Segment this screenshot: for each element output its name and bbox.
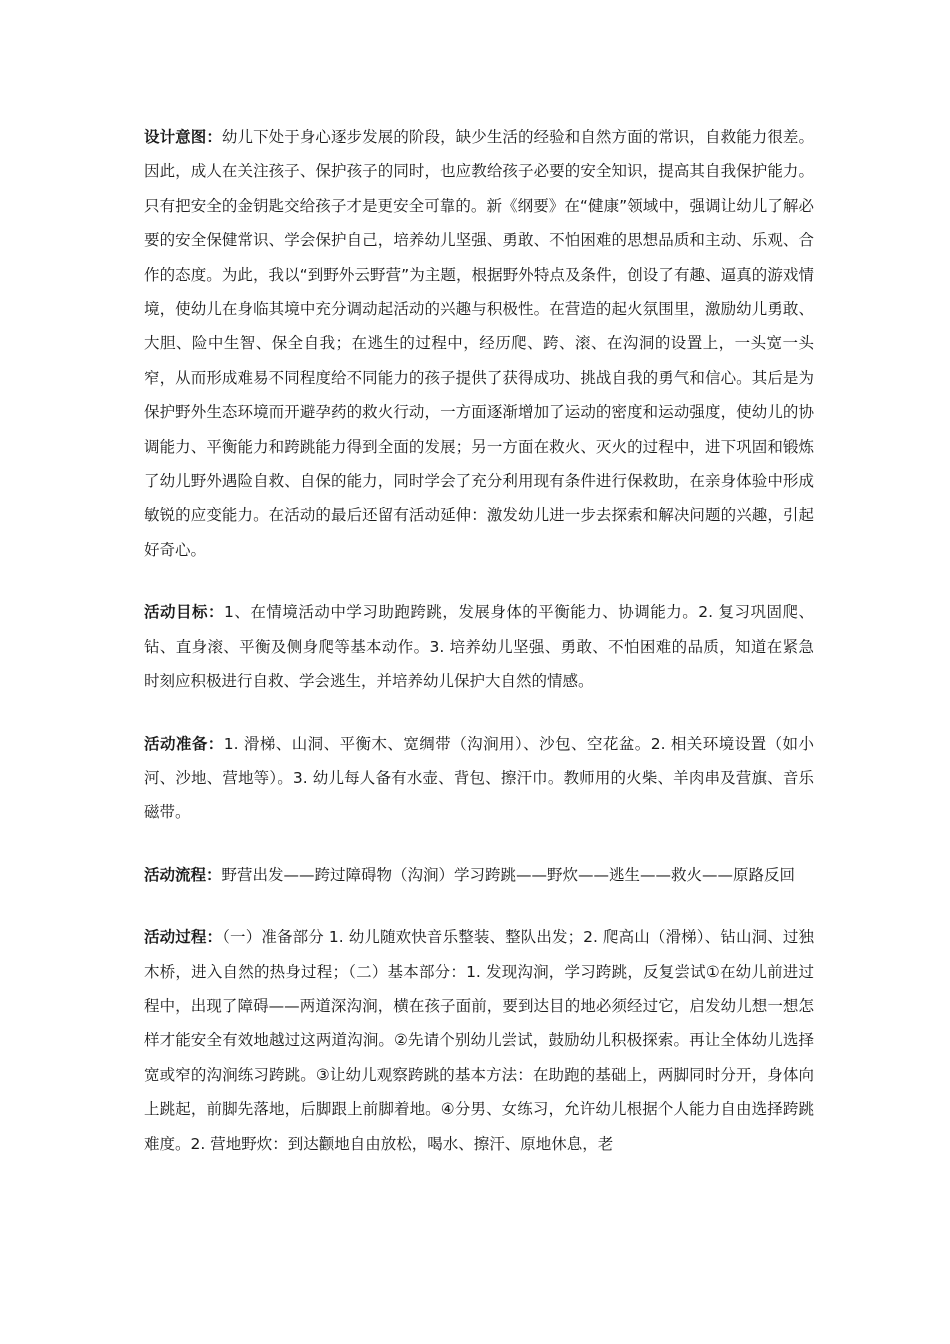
activity-process-label: 活动过程：: [144, 928, 223, 947]
design-intent-text: 幼儿下处于身心逐步发展的阶段，缺少生活的经验和自然方面的常识，自救能力很差。因此，成人在关注孩子、保护孩子的同时，也应教给孩子必要的安全知识，提高其自我保护能力。只有把安全的金钥匙交给孩子才是更安全可靠的。新《纲要》在“健康”领域中，强调让幼儿了解必要的安全保健常识、学会保护自己，培养幼儿坚强、勇敢、不怕困难的思想品质和主动、乐观、合作的态度。为此，我以“到野外云野营”为主题，根据野外特点及条件，创设了有趣、逼真的游戏情境，使幼儿在身临其境中充分调动起活动的兴趣与积极性。在营造的起火氛围里，激励幼儿勇敢、大胆、险中生智、保全自我；在逃生的过程中，经历爬、跨、滚、在沟洞的设置上，一头宽一头窄，从而形成难易不同程度给不同能力的孩子提供了获得成功、挑战自我的勇气和信心。其后是为保护野外生态环境而开避孕药的救火行动，一方面逐渐增加了运动的密度和运动强度，使幼儿的协调能力、平衡能力和跨跳能力得到全面的发展；另一方面在救火、灭火的过程中，进下巩固和锻炼了幼儿野外遇险自救、自保的能力，同时学会了充分利用现有条件进行保救助，在亲身体验中形成敏锐的应变能力。在活动的最后还留有活动延伸：激发幼儿进一步去探索和解决问题的兴趣，引起好奇心。: [144, 128, 814, 559]
activity-flow-label: 活动流程：: [144, 865, 222, 884]
activity-process-paragraph: [144, 920, 814, 1161]
activity-flow-text: 野营出发——跨过障碍物（沟涧）学习跨跳——野炊——逃生——救火——原路反回: [221, 865, 796, 884]
activity-goals-label: 活动目标：: [144, 603, 224, 622]
activity-process-text: （一）准备部分 1. 幼儿随欢快音乐整装、整队出发；2. 爬高山（滑梯）、钻山洞、过独木桥，进入自然的热身过程；（二）基本部分：1. 发现沟涧，学习跨跳，反复尝试①在幼儿前进过程中，出现了障碍——两道深沟涧，横在孩子面前，要到达目的地必须经过它，启发幼儿想一想怎样才能安全有效地越过这两道沟涧。②先请个别幼儿尝试，鼓励幼儿积极探索。再让全体幼儿选择宽或窄的沟涧练习跨跳。③让幼儿观察跨跳的基本方法：在助跑的基础上，两脚同时分开，身体向上跳起，前脚先落地，后脚跟上前脚着地。④分男、女练习，允许幼儿根据个人能力自由选择跨跳难度。2. 营地野炊：到达颧地自由放松，喝水、擦汗、原地休息，老: [144, 928, 814, 1153]
activity-flow-paragraph: [144, 858, 814, 892]
design-intent-paragraph: [144, 120, 814, 567]
activity-preparation-label: 活动准备：: [144, 734, 224, 753]
activity-goals-text: 1、在情境活动中学习助跑跨跳，发展身体的平衡能力、协调能力。2. 复习巩固爬、钻、直身滚、平衡及侧身爬等基本动作。3. 培养幼儿坚强、勇敢、不怕困难的品质，知道在紧急时刻应积极进行自救、学会逃生，并培养幼儿保护大自然的情感。: [144, 603, 814, 691]
activity-goals-paragraph: [144, 595, 814, 698]
activity-preparation-text: 1. 滑梯、山洞、平衡木、宽绸带（沟涧用）、沙包、空花盆。2. 相关环境设置（如小河、沙地、营地等）。3. 幼儿每人备有水壶、背包、擦汗巾。教师用的火柴、羊肉串及营旗、音乐磁带。: [144, 734, 815, 822]
document-page: [144, 120, 814, 1189]
activity-preparation-paragraph: [144, 727, 814, 830]
design-intent-label: 设计意图：: [144, 128, 222, 146]
